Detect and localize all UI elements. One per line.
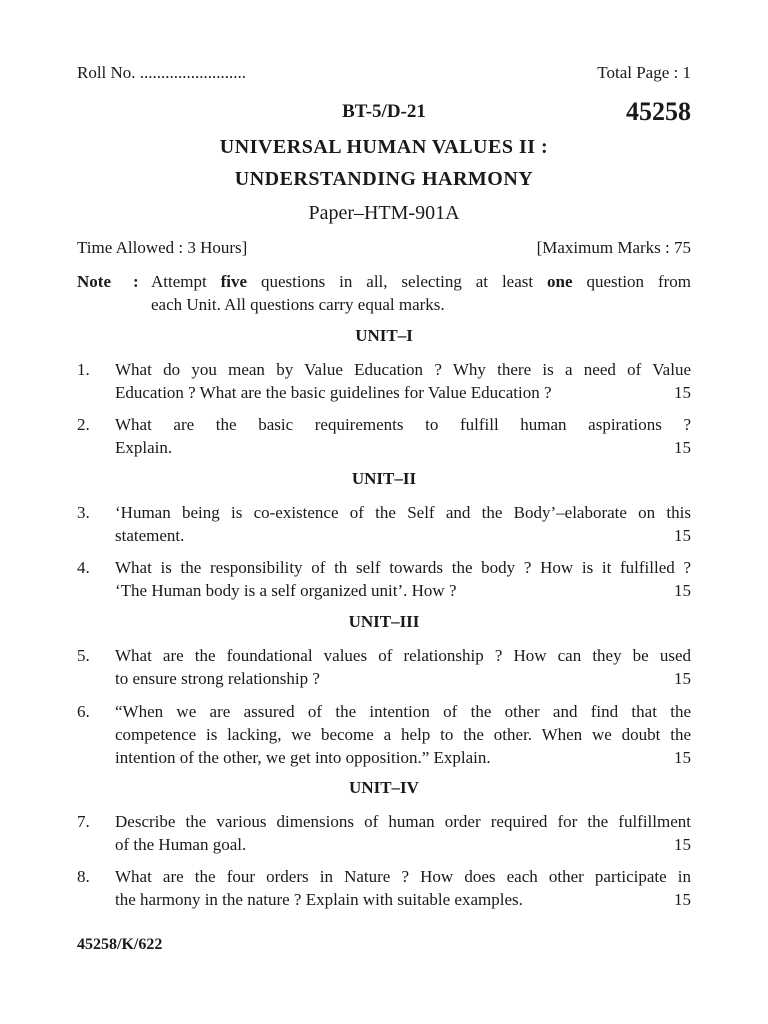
question-7 [77,810,691,856]
question-marks: 15 [674,669,691,688]
question-marks: 15 [674,438,691,457]
question-text-line: “When we are assured of the intention of the other and find that the [115,702,691,721]
note-text [151,270,691,316]
question-text-line: ‘The Human body is a self organized unit’. How ? [115,581,457,600]
question-number: 4. [77,558,90,577]
question-text-line: statement. [115,526,185,545]
question-marks: 15 [674,581,691,600]
paper-number: 45258 [626,97,691,126]
question-number: 6. [77,702,90,721]
question-text-line: competence is lacking, we become a help to the other. When we doubt the [115,725,691,744]
paper-title-line2: UNDERSTANDING HARMONY [234,168,534,190]
roll-number-field: Roll No. ......................... [77,63,247,82]
question-number: 7. [77,812,90,831]
question-text-line: intention of the other, we get into opposition.” Explain. [115,748,491,767]
question-text-line: to ensure strong relationship ? [115,669,320,688]
question-text-line: What are the four orders in Nature ? How does each other participate in [115,867,691,886]
question-marks: 15 [674,748,691,767]
unit-heading-2: UNIT–II [351,469,417,488]
unit-heading-3: UNIT–III [348,612,420,631]
question-marks: 15 [674,890,691,909]
question-text-line: What are the foundational values of relationship ? How can they be used [115,646,691,665]
question-text-line: the harmony in the nature ? Explain with suitable examples. [115,890,523,909]
question-8 [77,865,691,911]
note-line-2: each Unit. All questions carry equal marks. [151,295,445,314]
question-6 [77,700,691,769]
paper-code: Paper–HTM-901A [308,202,460,224]
unit-heading-1: UNIT–I [355,326,413,345]
question-marks: 15 [674,526,691,545]
total-page-label: Total Page : 1 [597,63,691,82]
question-marks: 15 [674,383,691,402]
unit-heading-4: UNIT–IV [349,778,419,797]
question-3 [77,501,691,547]
maximum-marks: [Maximum Marks : 75 [536,238,691,257]
question-text-line: What are the basic requirements to fulfill human aspirations ? [115,415,691,434]
question-5 [77,644,691,690]
question-1 [77,358,691,404]
instructions-note [77,270,691,316]
paper-title-line1: UNIVERSAL HUMAN VALUES II : [219,136,549,158]
note-label: Note [77,272,111,291]
time-allowed: Time Allowed : 3 Hours] [77,238,248,257]
question-text-line: Describe the various dimensions of human order required for the fulfillment [115,812,691,831]
question-number: 2. [77,415,90,434]
question-marks: 15 [674,835,691,854]
question-text-line: of the Human goal. [115,835,247,854]
note-colon: : [133,272,139,291]
question-text-line: What do you mean by Value Education ? Why there is a need of Value [115,360,691,379]
question-number: 3. [77,503,90,522]
question-text-line: Education ? What are the basic guidelines for Value Education ? [115,383,552,402]
question-number: 8. [77,867,90,886]
exam-code: BT-5/D-21 [342,101,426,122]
note-line-1: Attempt five questions in all, selecting at least one question from [151,272,692,291]
footer-code: 45258/K/622 [77,936,163,953]
question-text-line: What is the responsibility of th self towards the body ? How is it fulfilled ? [115,558,691,577]
question-2 [77,413,691,459]
question-4 [77,556,691,602]
question-text-line: ‘Human being is co-existence of the Self and the Body’–elaborate on this [115,503,691,522]
question-number: 1. [77,360,90,379]
question-number: 5. [77,646,90,665]
question-text-line: Explain. [115,438,173,457]
